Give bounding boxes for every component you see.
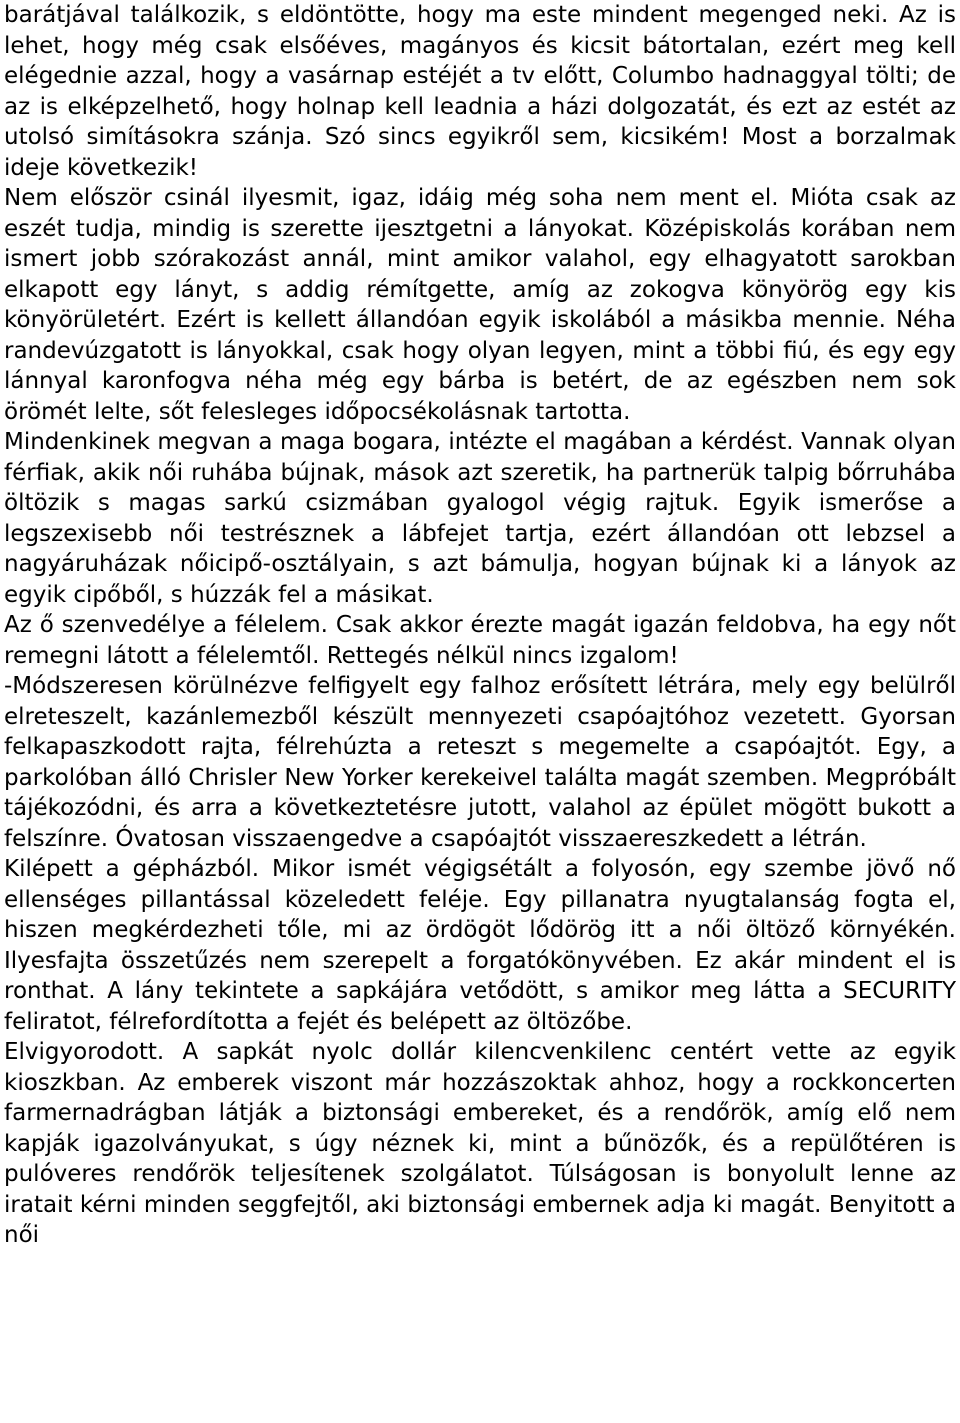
paragraph-4: Az ő szenvedélye a félelem. Csak akkor érezte magát igazán feldobva, ha egy nőt remegni látott a félelemtől. Rettegés nélkül nincs izgalom! — [4, 612, 956, 669]
paragraph-3: Mindenkinek megvan a maga bogara, intézte el magában a kérdést. Vannak olyan férfiak, akik női ruhába bújnak, mások azt szeretik, ha partnerük talpig bőrruhába öltözik s magas sarkú csizmában gyalogol végig rajtuk. Egyik ismerőse a legszexisebb női testrésznek a lábfejet tartja, ezért állandóan ott lebzsel a nagyáruházak nőicipő-osztályain, s azt bámulja, hogyan bújnak ki a lányok az egyik cipőből, s húzzák fel a másikat. — [4, 429, 956, 608]
document-page — [4, 0, 956, 1251]
paragraph-1: barátjával találkozik, s eldöntötte, hogy ma este mindent megenged neki. Az is lehet, hogy még csak elsőéves, magányos és kicsit bátortalan, ezért meg kell elégednie azzal, hogy a vasárnap estéjét a tv előtt, Columbo hadnaggyal tölti; de az is elképzelhető, hogy holnap kell leadnia a házi dolgozatát, és ezt az estét az utolsó simításokra szánja. Szó sincs egyikről sem, kicsikém! Most a borzalmak ideje következik! — [4, 2, 956, 181]
paragraph-6: Kilépett a gépházból. Mikor ismét végigsétált a folyosón, egy szembe jövő nő ellenséges pillantással közeledett feléje. Egy pillanatra nyugtalanság fogta el, hiszen megkérdezheti tőle, mi az ördögöt lődörög itt a női öltöző környékén. Ilyesfajta összetűzés nem szerepelt a forgatókönyvében. Ez akár mindent el is ronthat. A lány tekintete a sapkájára vetődött, s amikor meg látta a SECURITY feliratot, félrefordította a fejét és belépett az öltözőbe. — [4, 856, 956, 1035]
paragraph-5: -Módszeresen körülnézve felfigyelt egy falhoz erősített létrára, mely egy belülről elreteszelt, kazánlemezből készült mennyezeti csapóajtóhoz vezetett. Gyorsan felkapaszkodott rajta, félrehúzta a reteszt s megemelte a csapóajtót. Egy, a parkolóban álló Chrisler New Yorker kerekeivel találta magát szemben. Megpróbált tájékozódni, és arra a következtetésre jutott, valahol az épület mögött bukott a felszínre. Óvatosan visszaengedve a csapóajtót visszaereszkedett a létrán. — [4, 673, 956, 852]
paragraph-7: Elvigyorodott. A sapkát nyolc dollár kilencvenkilenc centért vette az egyik kioszkban. Az emberek viszont már hozzászoktak ahhoz, hogy a rockkoncerten farmernadrágban látják a biztonsági embereket, és a rendőrök, amíg elő nem kapják igazolványukat, s úgy néznek ki, mint a bűnözők, és a repülőtéren is pulóveres rendőrök teljesítenek szolgálatot. Túlságosan is bonyolult lenne az iratait kérni minden seggfejtől, aki biztonsági embernek adja ki magát. Benyitott a női — [4, 1039, 956, 1248]
paragraph-2: Nem először csinál ilyesmit, igaz, idáig még soha nem ment el. Mióta csak az eszét tudja, mindig is szerette ijesztgetni a lányokat. Középiskolás korában nem ismert jobb szórakozást annál, mint amikor valahol, egy elhagyatott sarokban elkapott egy lányt, s addig rémítgette, amíg az zokogva könyörög egy kis könyörületért. Ezért is kellett állandóan egyik iskolából a másikba mennie. Néha randevúzgatott is lányokkal, csak hogy olyan legyen, mint a többi fiú, és egy egy lánnyal karonfogva néha még egy bárba is betért, de az egészben nem sok örömét lelte, sőt felesleges időpocsékolásnak tartotta. — [4, 185, 956, 425]
